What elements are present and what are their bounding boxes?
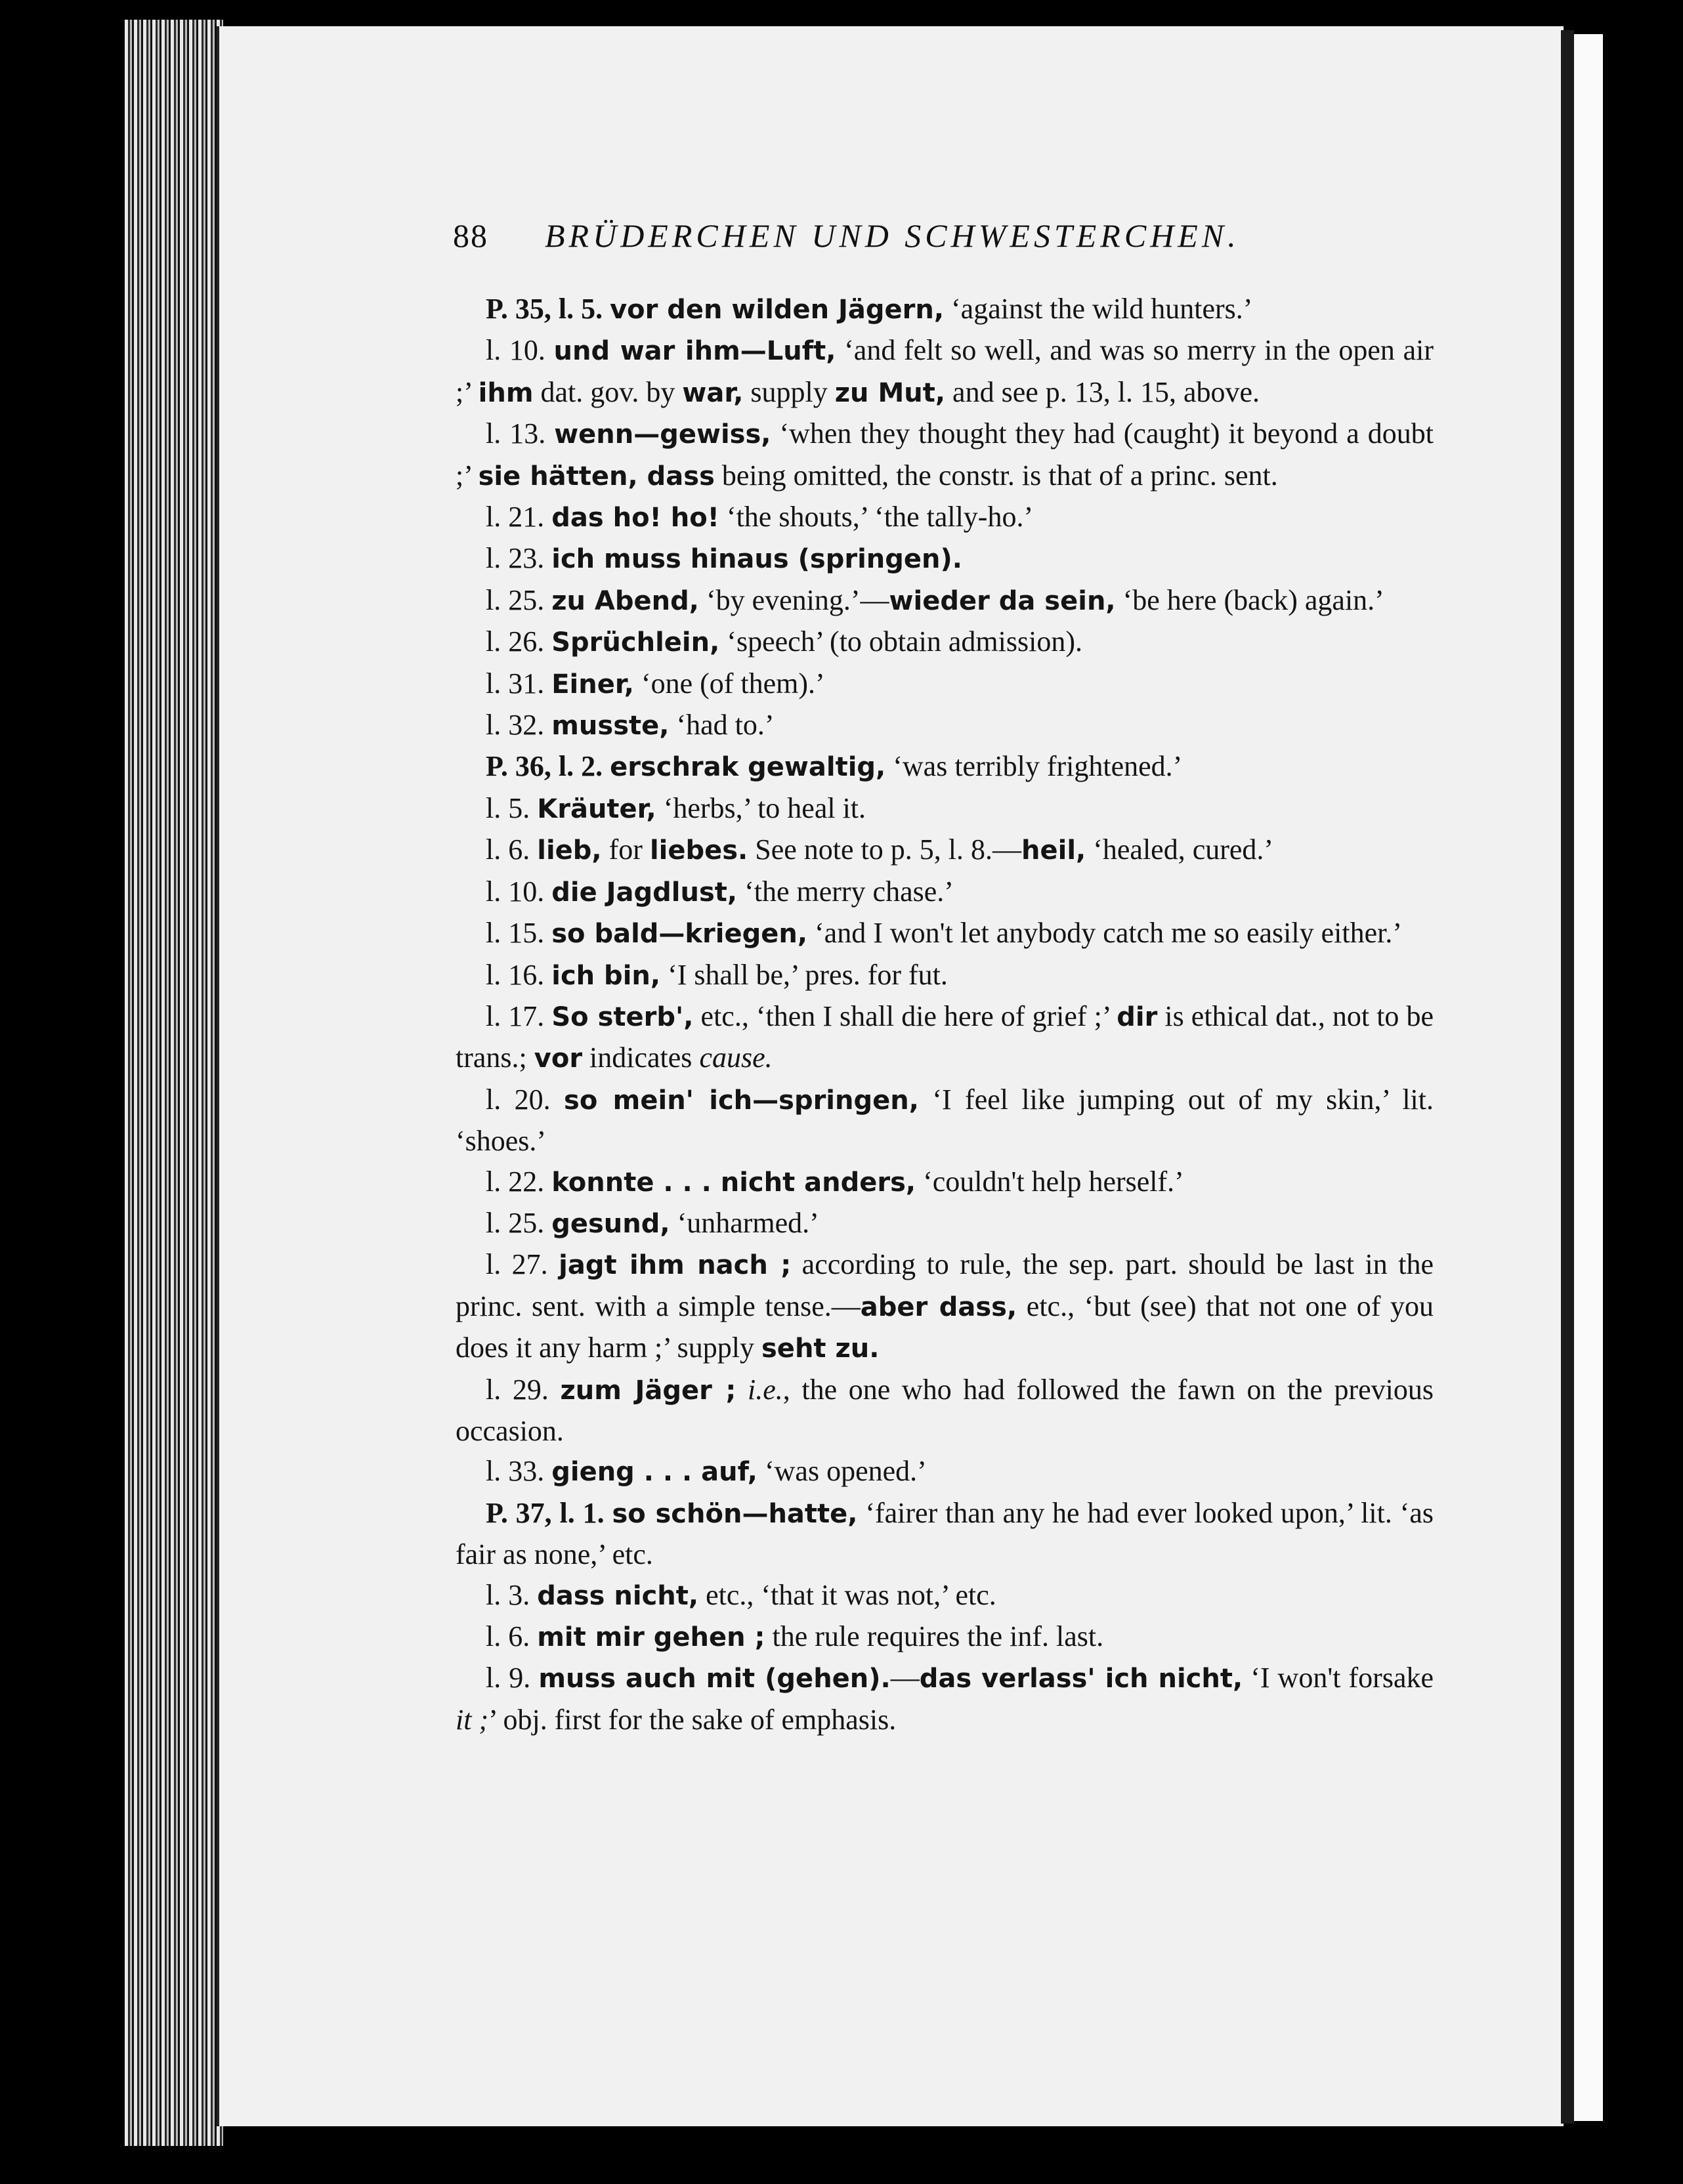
german-phrase: und war ihm—Luft,: [553, 336, 836, 367]
note-entry: [456, 1493, 1434, 1575]
german-phrase: gesund,: [551, 1208, 670, 1239]
german-phrase: muss auch mit (gehen).: [538, 1664, 891, 1694]
german-phrase: dir: [1117, 1001, 1158, 1032]
note-entry: [456, 830, 1434, 871]
note-entry: [456, 1080, 1434, 1162]
gloss-text: See note to p. 5, l. 8.—: [748, 833, 1021, 866]
gloss-text: ‘be here (back) again.’: [1115, 583, 1384, 616]
german-phrase: jagt ihm nach ;: [559, 1250, 792, 1281]
gloss-text: [736, 1374, 748, 1406]
gloss-text: for: [601, 833, 650, 866]
running-title: BRÜDERCHEN UND SCHWESTERCHEN.: [545, 217, 1240, 254]
note-reference: l. 5.: [486, 791, 530, 824]
gloss-text: ‘I feel like jumping out of my skin,’ lit. ‘shoes.’: [456, 1083, 1434, 1158]
gloss-text: ‘unharmed.’: [670, 1206, 819, 1239]
gloss-text: ‘fairer than any he had ever looked upon,’ lit. ‘as fair as none,’ etc.: [456, 1496, 1434, 1571]
german-phrase: Einer,: [551, 669, 634, 700]
gloss-text: is ethical dat., not to be trans.;: [456, 999, 1434, 1074]
german-phrase: lieb,: [537, 835, 602, 866]
note-reference: l. 33.: [486, 1455, 545, 1488]
gloss-text: indicates: [582, 1041, 700, 1074]
note-entry: [456, 663, 1434, 705]
gloss-text: ‘couldn't help herself.’: [916, 1165, 1184, 1198]
gloss-text: ‘herbs,’ to heal it.: [656, 791, 866, 824]
gloss-text: ‘the shouts,’ ‘the tally-ho.’: [719, 501, 1034, 534]
page-header: [453, 217, 1424, 255]
gloss-text: according to rule, the sep. part. should be last in the princ. sent. with a simple tense.—: [456, 1248, 1434, 1322]
note-entry: [456, 621, 1434, 663]
german-phrase: erschrak gewaltig,: [610, 752, 886, 783]
note-reference: l. 27.: [486, 1248, 548, 1281]
gloss-text: ‘healed, cured.’: [1086, 833, 1274, 866]
note-reference: l. 25.: [486, 583, 545, 616]
gloss-text: being omitted, the constr. is that of a princ. sent.: [714, 459, 1278, 492]
german-phrase: so schön—hatte,: [612, 1498, 858, 1529]
note-reference: l. 9.: [486, 1662, 531, 1694]
note-entry: [456, 1370, 1434, 1452]
note-reference: l. 3.: [486, 1578, 530, 1611]
gloss-text: ‘the merry chase.’: [737, 875, 954, 908]
page-number: 88: [453, 217, 488, 254]
gloss-text: etc., ‘then I shall die here of grief ;’: [693, 999, 1117, 1032]
note-entry: [456, 1658, 1434, 1740]
note-reference: l. 6.: [486, 833, 530, 866]
note-entry: [456, 497, 1434, 538]
german-phrase: konnte . . . nicht anders,: [551, 1167, 916, 1198]
german-phrase: zu Abend,: [551, 585, 699, 616]
gloss-text: ‘when they thought they had (caught) it beyond a doubt ;’: [456, 417, 1434, 492]
german-phrase: heil,: [1021, 835, 1086, 866]
german-phrase: mit mir gehen ;: [537, 1622, 765, 1652]
note-entry: [456, 538, 1434, 579]
note-entry: [456, 746, 1434, 788]
note-entry: [456, 1451, 1434, 1492]
note-reference: l. 20.: [486, 1083, 551, 1116]
note-entry: [456, 913, 1434, 954]
note-entry: [456, 1203, 1434, 1244]
german-phrase: so bald—kriegen,: [551, 919, 808, 950]
german-phrase: so mein' ich—springen,: [564, 1085, 919, 1116]
note-reference: l. 29.: [486, 1373, 549, 1406]
gloss-text: ’ obj. first for the sake of emphasis.: [488, 1703, 897, 1736]
note-entry: [456, 996, 1434, 1080]
gloss-text: ‘had to.’: [669, 709, 775, 742]
german-phrase: liebes.: [649, 835, 748, 866]
german-phrase: das verlass' ich nicht,: [919, 1664, 1243, 1694]
note-entry: [456, 705, 1434, 746]
note-entry: [456, 1575, 1434, 1616]
german-phrase: ich muss hinaus (springen).: [551, 544, 962, 575]
note-entry: [456, 872, 1434, 913]
german-phrase: seht zu.: [761, 1334, 880, 1364]
italic-text: cause.: [699, 1041, 773, 1074]
note-entry: [456, 1616, 1434, 1658]
italic-text: i.e.: [748, 1373, 783, 1406]
gloss-text: ‘against the wild hunters.’: [944, 293, 1253, 325]
note-reference: l. 16.: [486, 958, 545, 991]
gloss-text: ‘was terribly frightened.’: [885, 750, 1183, 783]
note-reference: P. 36, l. 2.: [486, 750, 603, 783]
german-phrase: musste,: [551, 711, 670, 742]
german-phrase: die Jagdlust,: [551, 877, 738, 908]
notes-body: [456, 289, 1434, 1740]
gloss-text: ‘speech’ (to obtain admission).: [719, 625, 1083, 658]
gloss-text: etc., ‘that it was not,’ etc.: [698, 1578, 996, 1611]
note-reference: l. 23.: [486, 542, 545, 575]
note-reference: l. 15.: [486, 917, 545, 950]
german-phrase: vor den wilden Jägern,: [610, 295, 945, 325]
german-phrase: So sterb',: [551, 1001, 694, 1032]
note-reference: l. 22.: [486, 1165, 545, 1198]
note-reference: l. 32.: [486, 709, 545, 742]
note-reference: P. 37, l. 1.: [486, 1496, 605, 1529]
note-reference: l. 13.: [486, 417, 546, 450]
gloss-text: ‘by evening.’—: [698, 583, 889, 616]
german-phrase: aber dass,: [860, 1292, 1017, 1322]
note-entry: [456, 1162, 1434, 1203]
german-phrase: zu Mut,: [834, 377, 946, 408]
gloss-text: —: [890, 1662, 920, 1694]
german-phrase: dass nicht,: [537, 1580, 699, 1611]
german-phrase: war,: [682, 377, 744, 408]
german-phrase: gieng . . . auf,: [551, 1457, 757, 1488]
facing-page-edge: [1574, 34, 1603, 2121]
note-reference: P. 35, l. 5.: [486, 293, 603, 325]
gloss-text: the rule requires the inf. last.: [765, 1620, 1104, 1652]
italic-text: it ;: [456, 1703, 489, 1736]
note-reference: l. 21.: [486, 501, 545, 534]
german-phrase: das ho! ho!: [551, 503, 719, 534]
german-phrase: wieder da sein,: [889, 585, 1116, 616]
german-phrase: vor: [534, 1043, 583, 1074]
gloss-text: , the one who had followed the fawn on the previous occasion.: [456, 1373, 1434, 1447]
gloss-text: ‘was opened.’: [757, 1455, 927, 1488]
german-phrase: ihm: [478, 377, 534, 408]
note-entry: [456, 580, 1434, 621]
note-reference: l. 6.: [486, 1620, 530, 1652]
gloss-text: ‘I won't forsake: [1243, 1662, 1434, 1694]
note-entry: [456, 289, 1434, 330]
note-entry: [456, 955, 1434, 996]
gloss-text: ‘one (of them).’: [633, 667, 825, 700]
gloss-text: etc., ‘but (see) that not one of you does it any harm ;’ supply: [456, 1290, 1434, 1364]
note-entry: [456, 413, 1434, 497]
note-reference: l. 25.: [486, 1206, 545, 1239]
note-reference: l. 26.: [486, 625, 545, 658]
german-phrase: zum Jäger ;: [560, 1375, 736, 1406]
gloss-text: ‘I shall be,’ pres. for fut.: [660, 958, 948, 991]
german-phrase: sie hätten, dass: [478, 461, 715, 492]
german-phrase: ich bin,: [551, 960, 661, 991]
gloss-text: supply: [743, 375, 835, 408]
note-reference: l. 10.: [486, 875, 545, 908]
note-reference: l. 31.: [486, 667, 545, 700]
note-entry: [456, 330, 1434, 413]
note-reference: l. 17.: [486, 999, 545, 1032]
note-reference: l. 10.: [486, 334, 545, 367]
book-page-edges: [125, 20, 223, 2146]
german-phrase: Kräuter,: [537, 793, 656, 824]
gloss-text: dat. gov. by: [533, 375, 683, 408]
gloss-text: and see p. 13, l. 15, above.: [945, 375, 1260, 408]
gloss-text: ‘and felt so well, and was so merry in the open air ;’: [456, 334, 1434, 408]
binding-shadow: [1561, 30, 1574, 2124]
german-phrase: wenn—gewiss,: [554, 419, 771, 450]
german-phrase: Sprüchlein,: [551, 627, 720, 658]
gloss-text: ‘and I won't let anybody catch me so easily either.’: [807, 917, 1403, 950]
note-entry: [456, 1244, 1434, 1369]
note-entry: [456, 788, 1434, 830]
